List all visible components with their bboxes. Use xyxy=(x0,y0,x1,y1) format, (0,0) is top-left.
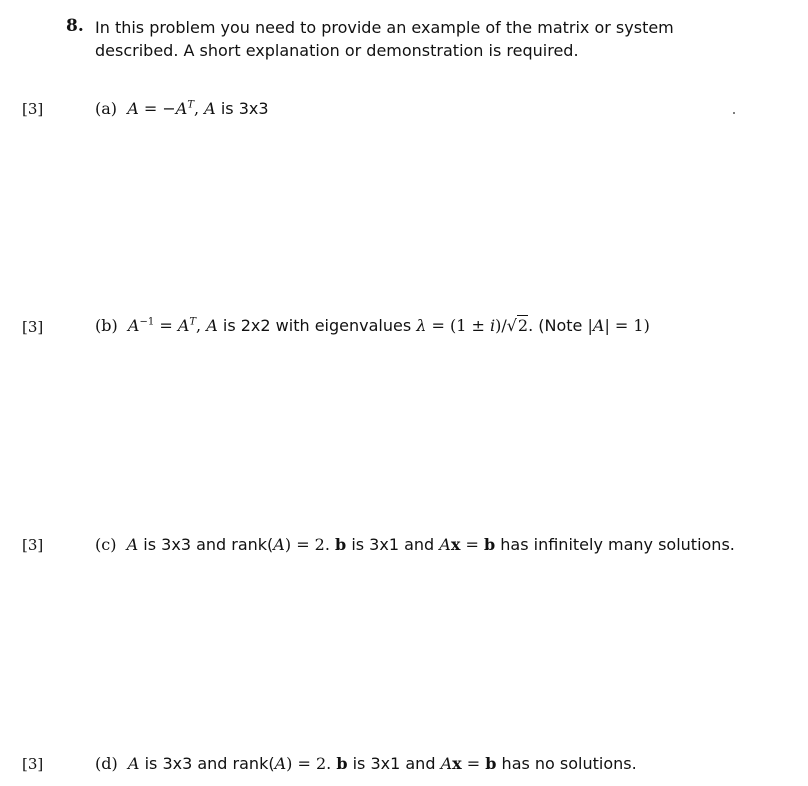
part-a xyxy=(95,99,269,118)
marks-c: [3] xyxy=(22,536,44,554)
problem-intro: In this problem you need to provide an example of the matrix or system described. A short explanation or demonstration is required. xyxy=(95,18,674,60)
part-b-text: $A^{-1} = A^T$, A is 2x2 with eigenvalues λ = (1 ± i)/√2. (Note |A| = 1) xyxy=(127,316,650,335)
marks-b: [3] xyxy=(22,318,44,336)
part-c-text: A is 3x3 and rank(A) = 2. b is 3x1 and Ax = b has infinitely many solutions. xyxy=(126,535,735,554)
part-a-text: $A = -A^T$, A is 3x3 xyxy=(127,99,269,118)
part-b-label: (b) xyxy=(95,316,118,335)
stray-dot xyxy=(733,112,735,114)
part-b xyxy=(95,316,650,335)
problem-number: 8. xyxy=(66,16,84,36)
part-d-text: A is 3x3 and rank(A) = 2. b is 3x1 and Ax = b has no solutions. xyxy=(127,754,637,773)
marks-a: [3] xyxy=(22,100,44,118)
part-a-label: (a) xyxy=(95,99,118,118)
part-c-label: (c) xyxy=(95,535,117,554)
part-d xyxy=(95,754,637,773)
part-c xyxy=(95,535,735,554)
marks-d: [3] xyxy=(22,755,44,773)
part-d-label: (d) xyxy=(95,754,118,773)
